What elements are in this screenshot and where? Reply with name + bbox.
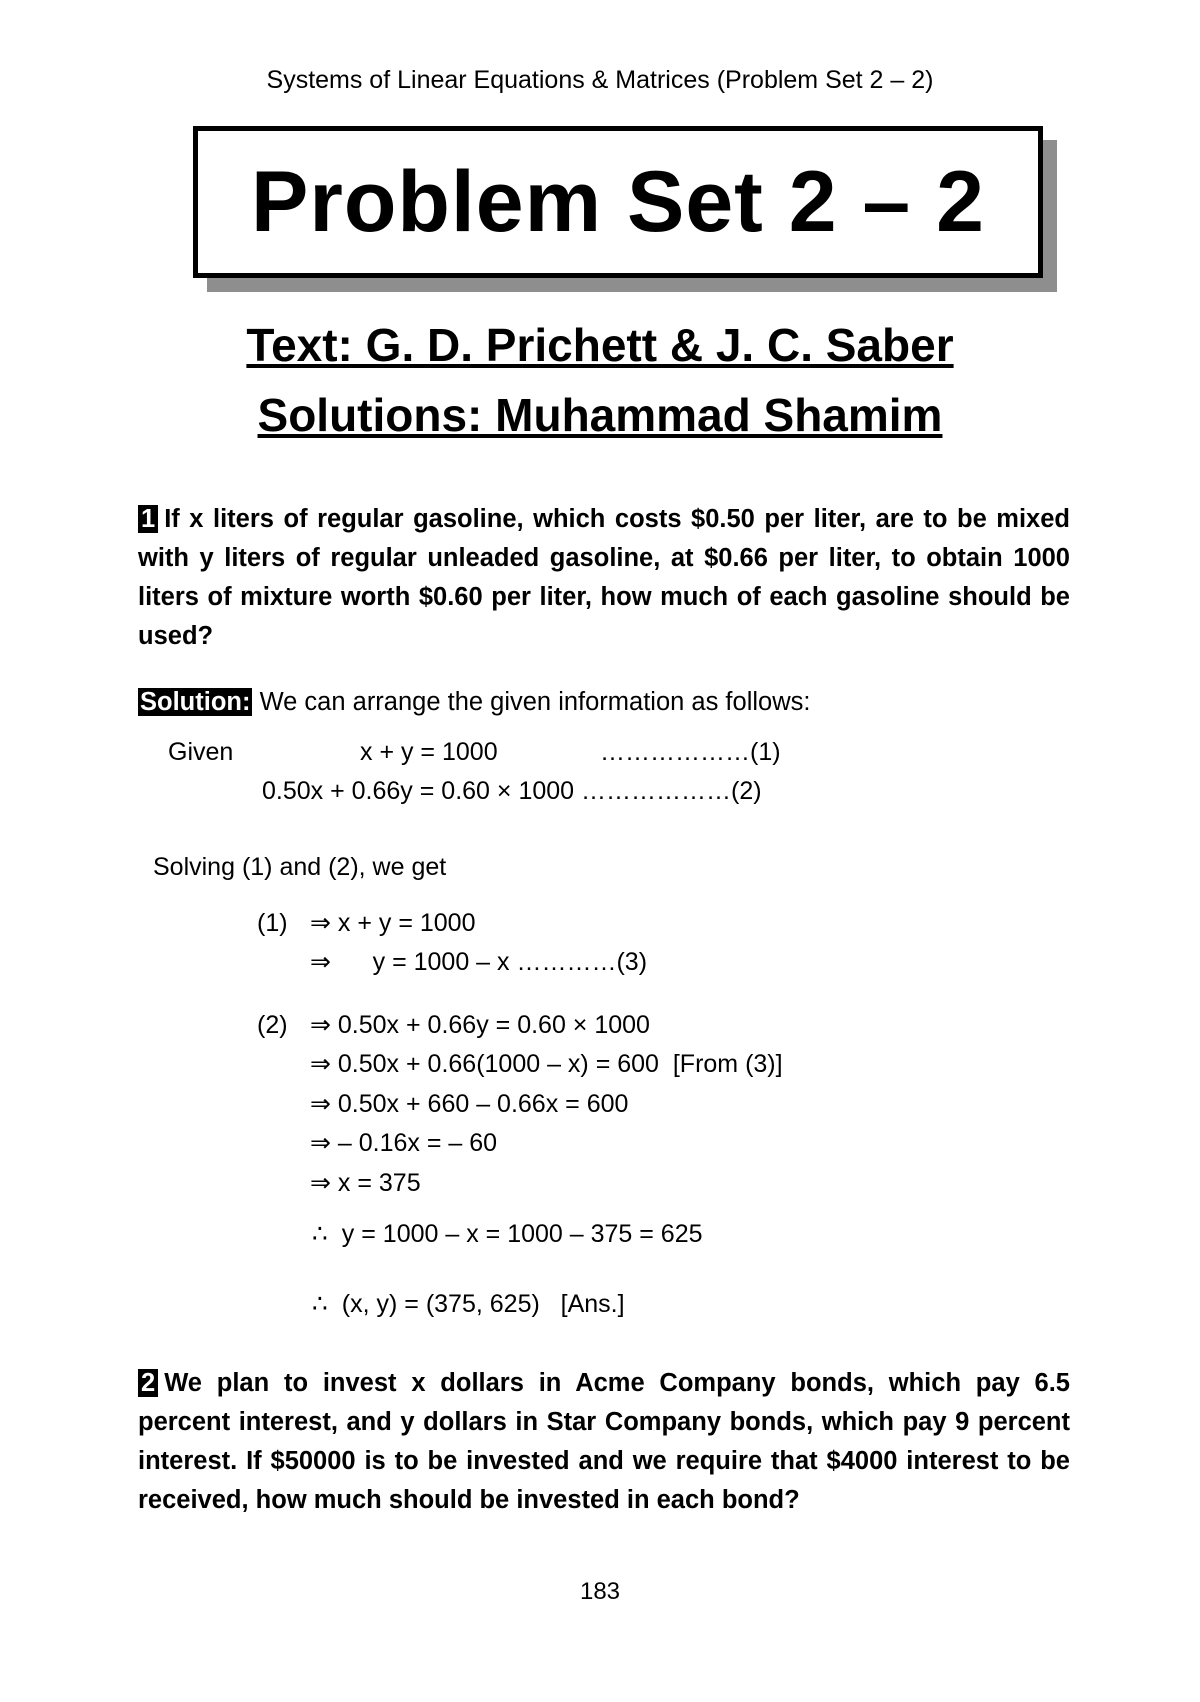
solutions-credit: Solutions: Muhammad Shamim [257,389,943,441]
step-1-line-b: ⇒ y = 1000 – x …………(3) [310,948,648,976]
problem-2 [138,1364,1070,1520]
solution-intro-text: We can arrange the given information as follows: [259,688,811,716]
step-2-line-a: ⇒ 0.50x + 0.66y = 0.60 × 1000 [310,1011,650,1039]
step-2-line-e: ⇒ x = 375 [310,1169,421,1197]
problem-number-badge: 1 [138,505,158,533]
problem-text: We plan to invest x dollars in Acme Company bonds, which pay 6.5 percent interest, and y dollars in Star Company bonds, which pay 9 percent interest. If $50000 is to be invested and we require that $4000 interest to be received, how much should be invested in each bond? [138,1369,1070,1514]
step-2-line-b: ⇒ 0.50x + 0.66(1000 – x) = 600 [From (3)] [310,1050,783,1078]
equation-2: 0.50x + 0.66y = 0.60 × 1000 ………………(2) [262,777,762,805]
given-label: Given [168,738,234,766]
title-box [193,126,1043,278]
problem-text: If x liters of regular gasoline, which costs $0.50 per liter, are to be mixed with y liters of regular unleaded gasoline, at $0.66 per liter, to obtain 1000 liters of mixture worth $0.60 per liter, how much of each gasoline should be used? [138,505,1070,650]
problem-1 [138,500,1070,656]
step-1-label: (1) [257,909,288,937]
therefore-y: ∴ y = 1000 – x = 1000 – 375 = 625 [312,1220,703,1248]
page-number: 183 [579,1578,621,1605]
problem-number-badge: 2 [138,1369,158,1397]
step-2-line-d: ⇒ – 0.16x = – 60 [310,1129,498,1157]
equation-1-tag: ………………(1) [600,738,781,766]
running-header: Systems of Linear Equations & Matrices (Problem Set 2 – 2) [266,66,934,94]
solution-label: Solution: [140,688,251,716]
step-2-line-c: ⇒ 0.50x + 660 – 0.66x = 600 [310,1090,629,1118]
final-answer: ∴ (x, y) = (375, 625) [Ans.] [312,1290,625,1318]
text-credit: Text: G. D. Prichett & J. C. Saber [246,319,954,371]
page-title: Problem Set 2 – 2 [251,153,985,250]
step-1-line-a: ⇒ x + y = 1000 [310,909,476,937]
solution-intro [138,684,810,720]
equation-1: x + y = 1000 [360,738,498,766]
step-2-label: (2) [257,1011,288,1039]
solving-statement: Solving (1) and (2), we get [153,853,447,881]
